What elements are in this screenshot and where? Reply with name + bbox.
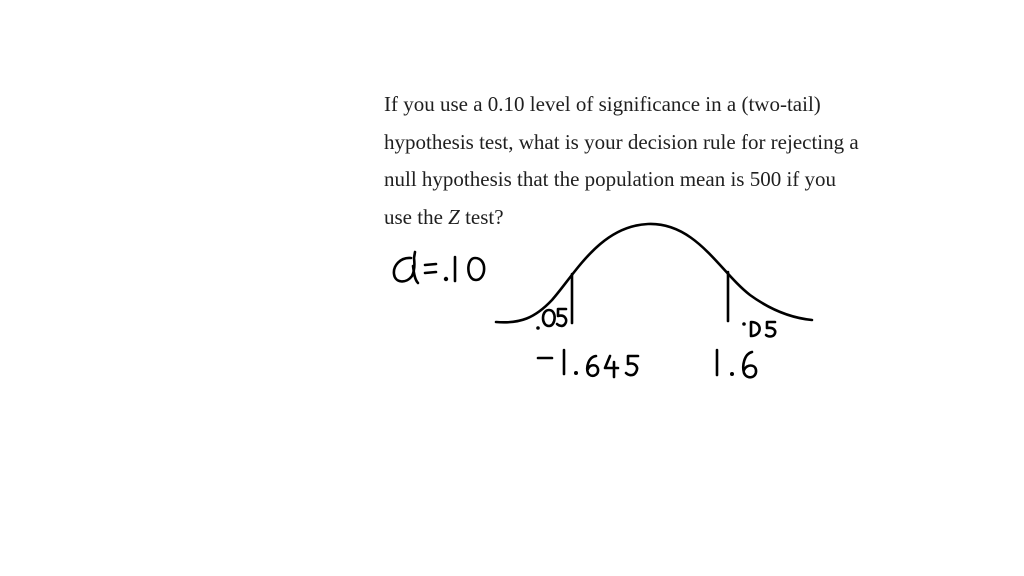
normal-curve: [496, 224, 812, 322]
left-critical-value: [538, 350, 638, 377]
question-line-3: null hypothesis that the population mean is 500 if you: [384, 167, 837, 191]
question-line-4-start: use the: [384, 204, 449, 229]
alpha-handwriting: [394, 252, 484, 283]
left-tail-area-label: [536, 309, 566, 330]
right-tail-area-label: [742, 322, 775, 337]
question-line-2: hypothesis test, what is your decision rule for rejecting a: [384, 129, 859, 154]
z-variable: Z: [448, 204, 460, 229]
question-line-4-end: test?: [459, 204, 504, 229]
question-line-1: If you use a 0.10 level of significance in a (two-tail): [384, 92, 821, 116]
right-critical-value: [717, 350, 756, 377]
